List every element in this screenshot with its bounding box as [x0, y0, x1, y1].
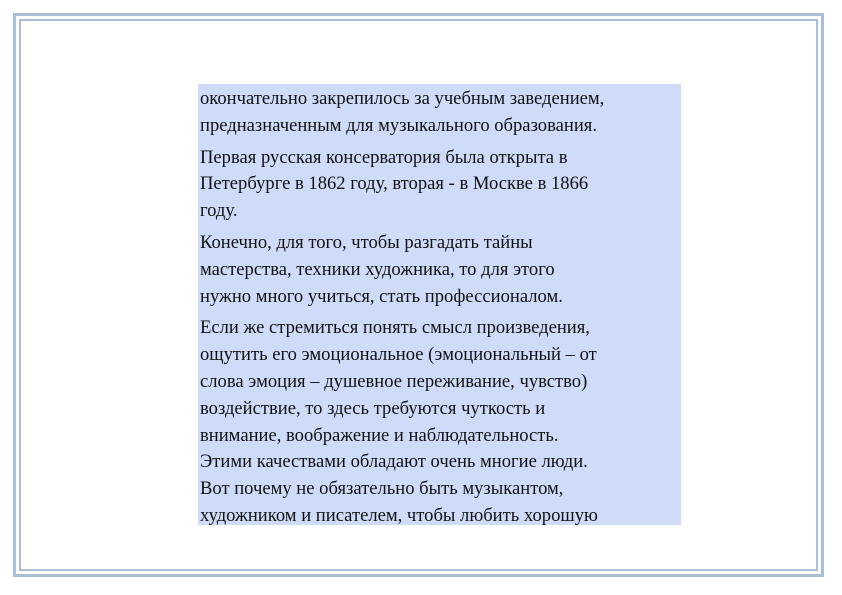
text-line: предназначенным для музыкального образования.: [200, 114, 597, 136]
text-line: Конечно, для того, чтобы разгадать тайны: [200, 231, 533, 253]
text-line: Вот почему не обязательно быть музыкантом,: [200, 478, 564, 500]
text-line: Петербурге в 1862 году, вторая - в Москве в 1866: [200, 173, 589, 195]
text-line: внимание, воображение и наблюдательность.: [200, 424, 559, 446]
text-block: [198, 84, 681, 525]
paragraph: [200, 86, 679, 140]
text-line: году.: [200, 200, 238, 222]
paragraph: [200, 230, 679, 310]
text-line: Первая русская консерватория была открыта в: [200, 146, 568, 168]
paragraph: [200, 145, 679, 225]
text-line: нужно много учиться, стать профессионалом.: [200, 285, 563, 307]
text-line: Этими качествами обладают очень многие люди.: [200, 451, 588, 473]
text-line: Если же стремиться понять смысл произведения,: [200, 317, 590, 339]
text-line: воздействие, то здесь требуются чуткость и: [200, 397, 546, 419]
text-line: слова эмоция – душевное переживание, чувство): [200, 370, 588, 392]
text-line: окончательно закрепилось за учебным заведением,: [200, 88, 605, 109]
paragraph: [200, 315, 679, 525]
text-line: художником и писателем, чтобы любить хорошую: [200, 504, 598, 525]
text-line: ощутить его эмоциональное (эмоциональный – от: [200, 344, 597, 366]
text-line: мастерства, техники художника, то для этого: [200, 258, 555, 280]
